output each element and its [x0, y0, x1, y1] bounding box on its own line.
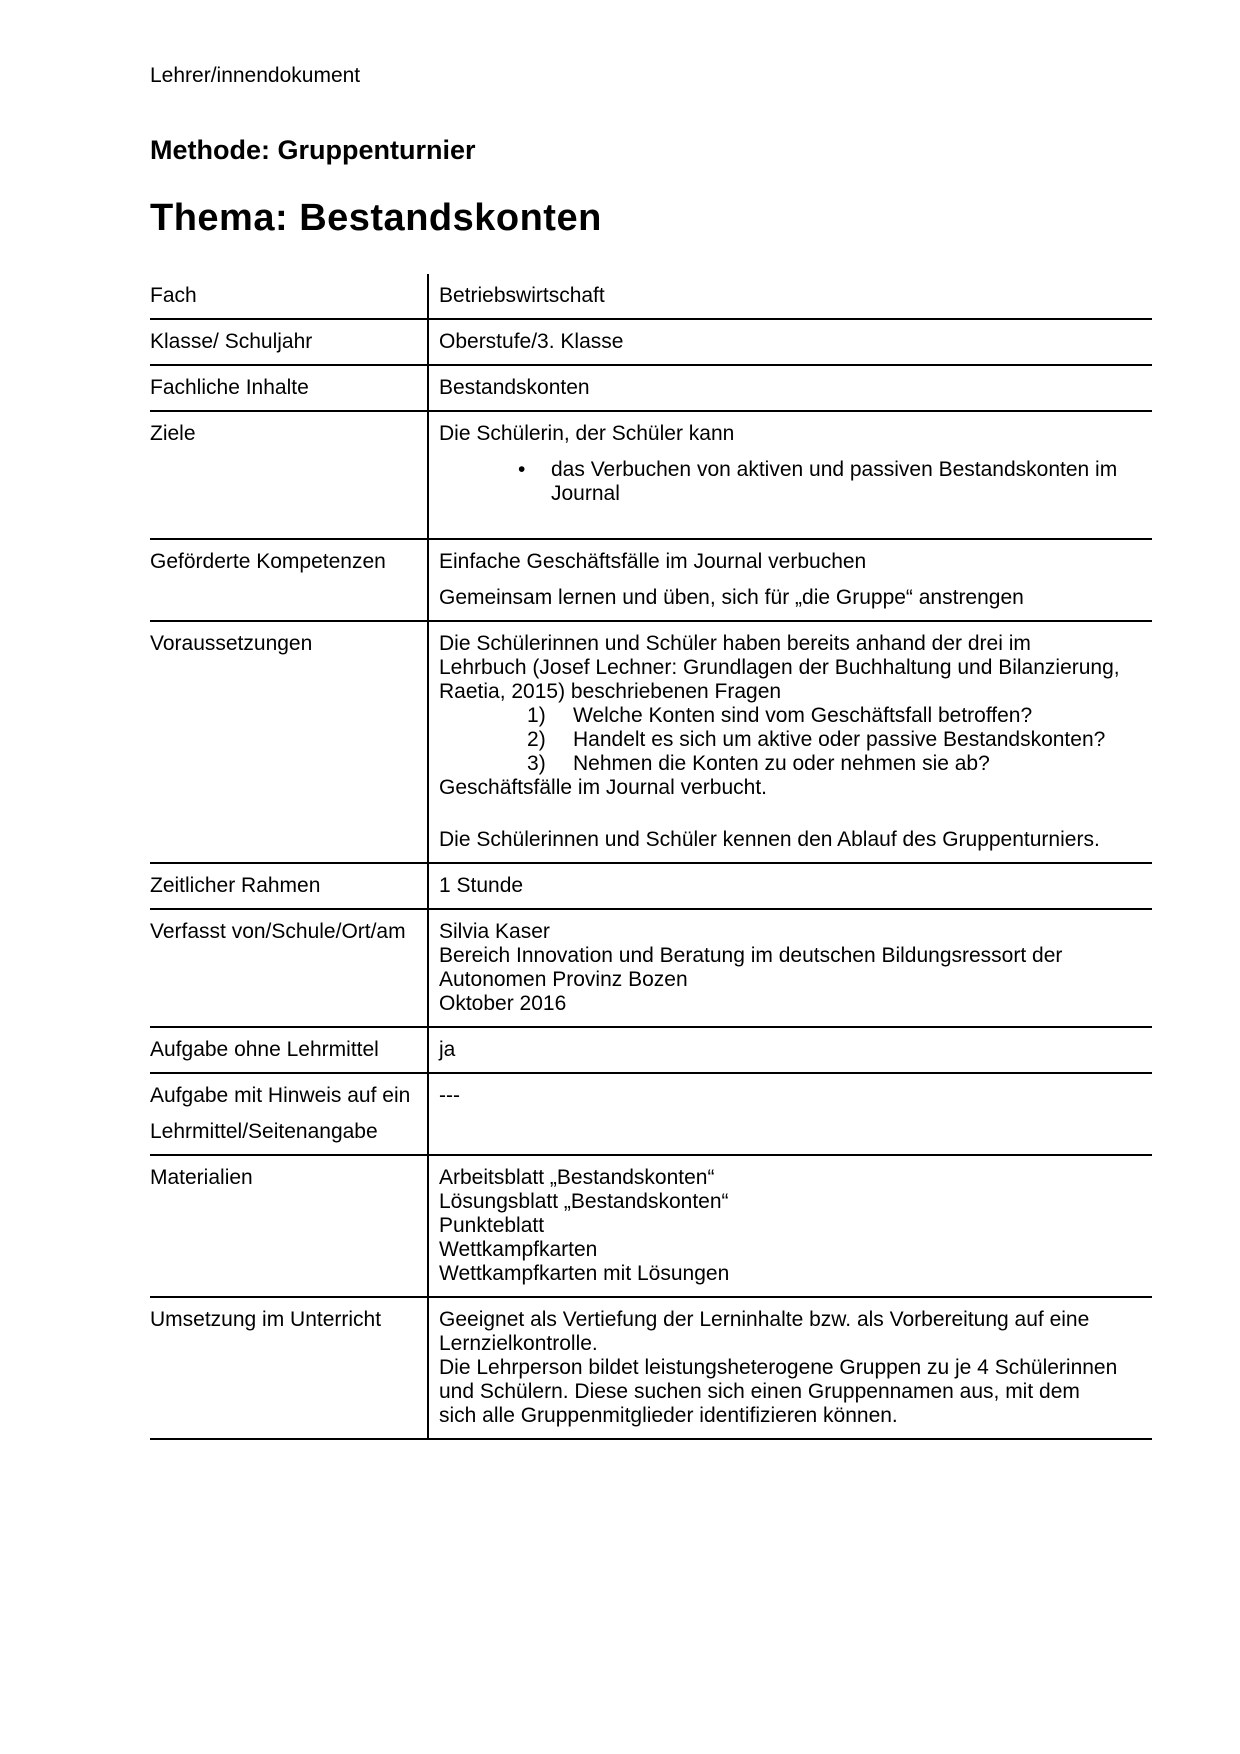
table-row [150, 365, 1152, 411]
row-label-line: Verfasst von/Schule/Ort/am [150, 920, 406, 943]
row-label-cell [150, 274, 428, 319]
value-line: Die Lehrperson bildet leistungsheterogene Gruppen zu je 4 Schülerinnen und Schülern. Diese suchen sich einen Gruppennamen aus, mit dem sich alle Gruppenmitglieder identifizieren können. [439, 1356, 1118, 1427]
numbered-item: Handelt es sich um aktive oder passive Bestandskonten? [573, 728, 1106, 751]
row-value-cell [428, 863, 1152, 909]
row-label-line: Zeitlicher Rahmen [150, 874, 321, 897]
page-title: Thema: Bestandskonten [150, 197, 602, 239]
row-label-line: Aufgabe ohne Lehrmittel [150, 1038, 379, 1061]
info-table [150, 274, 1152, 1440]
value-paragraph: Geschäftsfälle im Journal verbucht. [439, 776, 767, 799]
table-row [150, 1073, 1152, 1155]
row-label-line: Umsetzung im Unterricht [150, 1308, 382, 1331]
row-value-cell [428, 539, 1152, 621]
row-label-cell [150, 319, 428, 365]
row-label-line: Fachliche Inhalte [150, 376, 309, 399]
row-label-line: Fach [150, 284, 197, 307]
row-label-cell [150, 863, 428, 909]
table-row [150, 863, 1152, 909]
row-label-cell [150, 539, 428, 621]
value-paragraph: 1 Stunde [439, 874, 524, 897]
bullet-item: • das Verbuchen von aktiven und passiven Bestandskonten im Journal [516, 458, 1122, 506]
row-label-cell [150, 1073, 428, 1155]
row-value-cell [428, 1073, 1152, 1155]
table-row [150, 319, 1152, 365]
row-label-line: Materialien [150, 1166, 253, 1189]
value-line: Bereich Innovation und Beratung im deutschen Bildungsressort der Autonomen Provinz Bozen [439, 944, 1063, 991]
row-value-cell [428, 319, 1152, 365]
value-paragraph: Die Schülerin, der Schüler kann [439, 422, 735, 445]
value-line: Punkteblatt [439, 1214, 545, 1237]
row-label-cell [150, 1155, 428, 1297]
row-label-line: Ziele [150, 422, 196, 445]
row-label-line: Voraussetzungen [150, 632, 313, 655]
row-label-line: Geförderte Kompetenzen [150, 550, 386, 573]
value-line: Silvia Kaser [439, 920, 550, 943]
value-paragraph: Oberstufe/3. Klasse [439, 330, 624, 353]
value-line: Wettkampfkarten [439, 1238, 598, 1261]
row-label-line: Klasse/ Schuljahr [150, 330, 313, 353]
document-type-label: Lehrer/innendokument [150, 64, 361, 87]
row-label-line: Lehrmittel/Seitenangabe [150, 1120, 378, 1143]
value-line: Oktober 2016 [439, 992, 567, 1015]
value-paragraph: Bestandskonten [439, 376, 590, 399]
value-paragraph: Betriebswirtschaft [439, 284, 605, 307]
row-label-cell [150, 1297, 428, 1439]
value-line: Arbeitsblatt „Bestandskonten“ [439, 1166, 715, 1189]
row-label-cell [150, 365, 428, 411]
row-value-cell [428, 274, 1152, 319]
value-line: Lösungsblatt „Bestandskonten“ [439, 1190, 729, 1213]
table-row [150, 1297, 1152, 1439]
value-lines [439, 920, 1122, 1016]
value-paragraph: Die Schülerinnen und Schüler haben bereits anhand der drei im Lehrbuch (Josef Lechner: Grundlagen der Buchhaltung und Bilanzierung, Raetia, 2015) beschriebenen Fragen [439, 632, 1120, 703]
row-label-line: Aufgabe mit Hinweis auf ein [150, 1084, 411, 1107]
paragraph-spacer [439, 800, 1122, 828]
numbered-item: Nehmen die Konten zu oder nehmen sie ab? [573, 752, 990, 775]
value-paragraph: Einfache Geschäftsfälle im Journal verbuchen [439, 550, 867, 573]
info-table-body [150, 274, 1152, 1439]
table-row [150, 909, 1152, 1027]
value-line: Wettkampfkarten mit Lösungen [439, 1262, 730, 1285]
row-value-cell [428, 1297, 1152, 1439]
table-row [150, 411, 1152, 539]
value-lines [439, 1308, 1122, 1428]
table-row [150, 539, 1152, 621]
value-lines [439, 1166, 1122, 1286]
row-value-cell [428, 621, 1152, 863]
row-value-cell [428, 411, 1152, 539]
table-row [150, 1155, 1152, 1297]
method-title: Methode: Gruppenturnier [150, 135, 476, 165]
table-row [150, 621, 1152, 863]
row-value-cell [428, 365, 1152, 411]
value-paragraph: Die Schülerinnen und Schüler kennen den Ablauf des Gruppenturniers. [439, 828, 1100, 851]
row-value-cell [428, 1155, 1152, 1297]
value-paragraph: Gemeinsam lernen und üben, sich für „die Gruppe“ anstrengen [439, 586, 1024, 609]
value-paragraph: --- [439, 1084, 460, 1107]
numbered-item: Welche Konten sind vom Geschäftsfall betroffen? [573, 704, 1033, 727]
row-label-cell [150, 1027, 428, 1073]
table-row [150, 1027, 1152, 1073]
value-line: Geeignet als Vertiefung der Lerninhalte bzw. als Vorbereitung auf eine Lernzielkontrolle. [439, 1308, 1090, 1355]
row-value-cell [428, 909, 1152, 1027]
value-paragraph: ja [439, 1038, 456, 1061]
bullet-list [439, 458, 1122, 506]
numbered-list [439, 704, 1122, 776]
row-label-cell [150, 621, 428, 863]
row-label-cell [150, 411, 428, 539]
row-label-cell [150, 909, 428, 1027]
row-value-cell [428, 1027, 1152, 1073]
table-row [150, 274, 1152, 319]
